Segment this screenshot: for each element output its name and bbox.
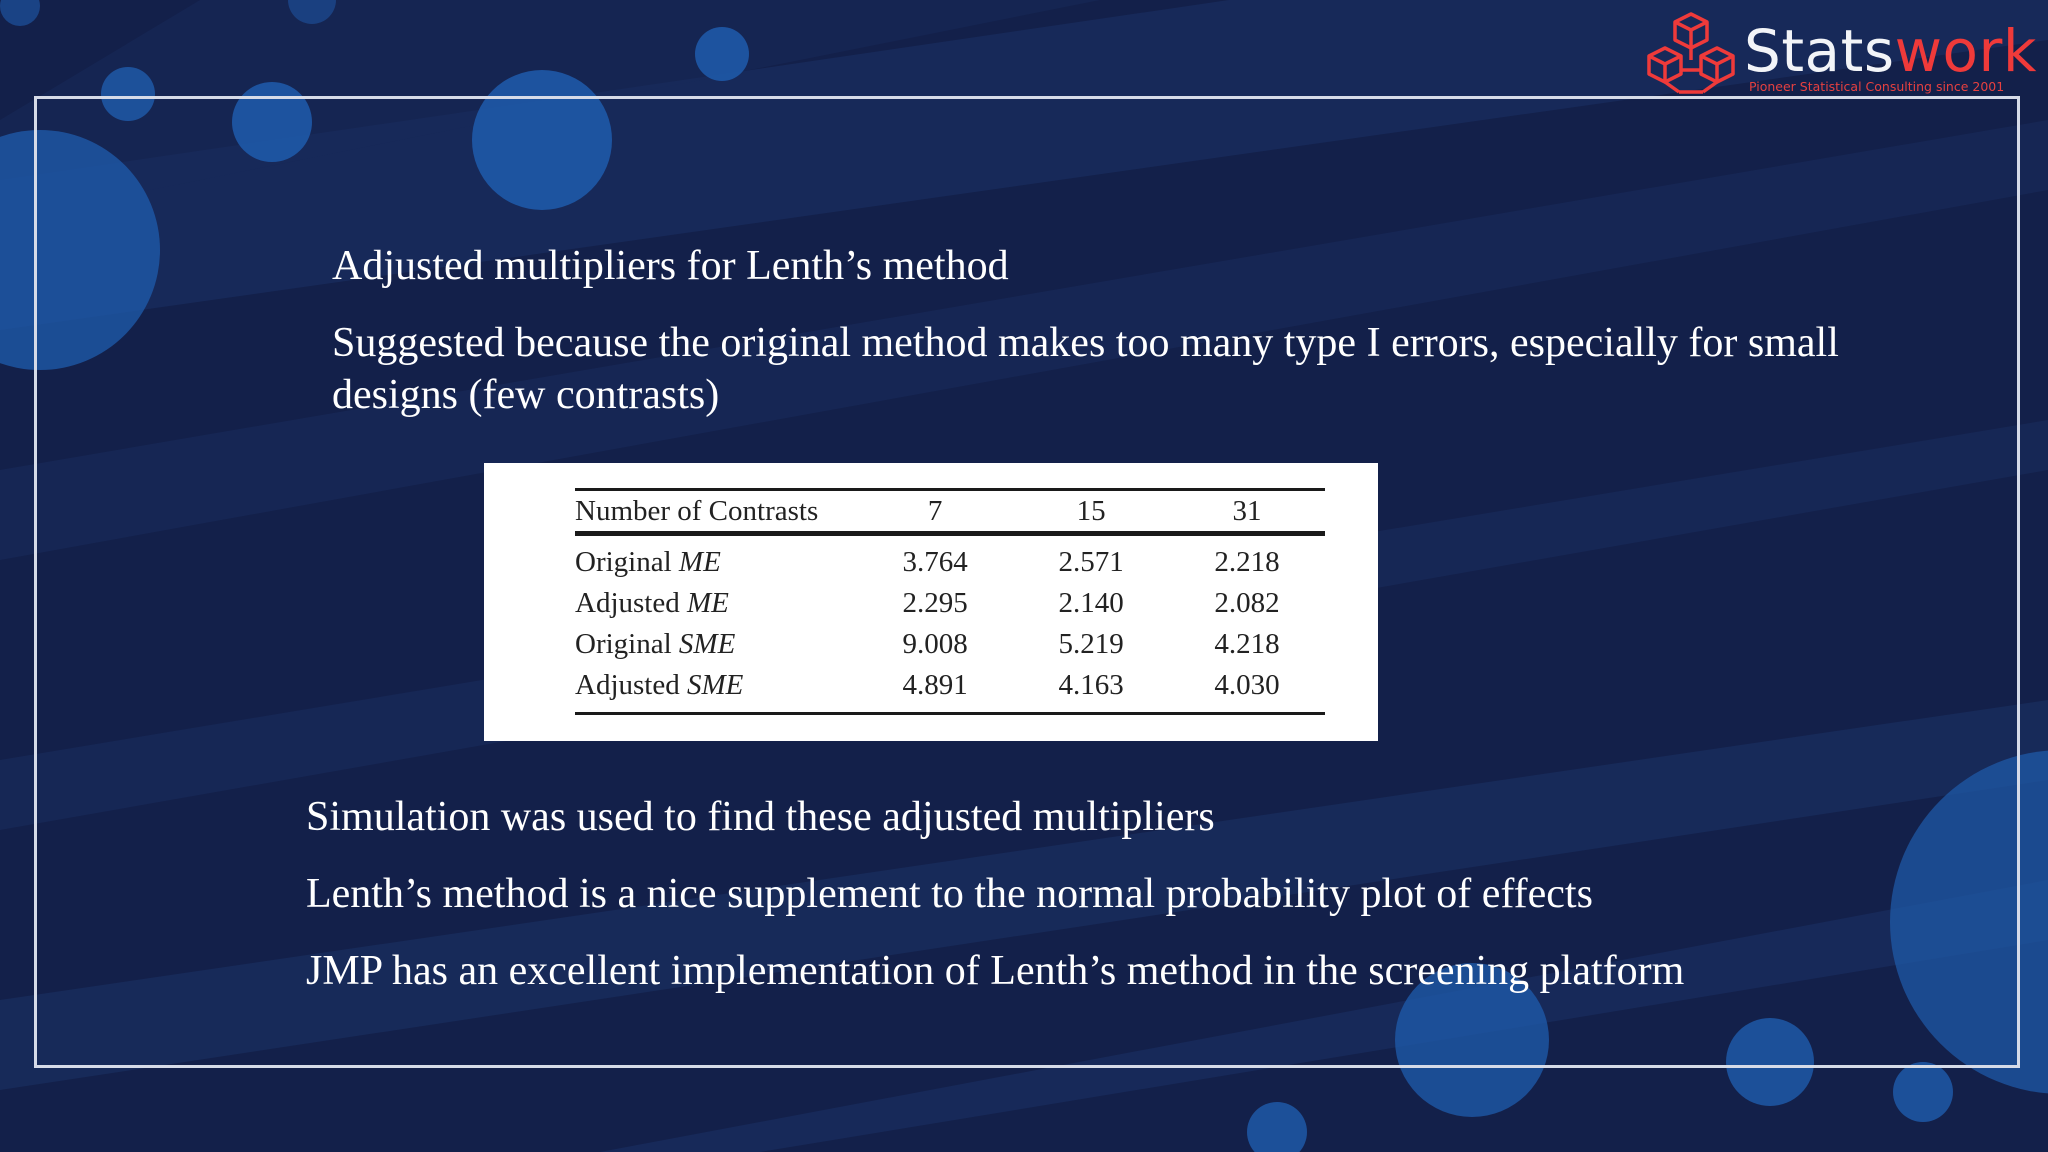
slide-reason-text: Suggested because the original method makes too many type I errors, especially for small designs (few contrasts) [332, 320, 1839, 418]
bullet-text-simulation: Simulation was used to find these adjusted multipliers [306, 794, 1215, 840]
logo-tagline: Pioneer Statistical Consulting since 2001 [1749, 79, 2005, 94]
table-header-cell: 15 [1076, 494, 1106, 527]
logo-wordmark-work: work [1894, 17, 2037, 85]
table-cell: 4.891 [902, 669, 968, 701]
logo-wordmark [1744, 16, 2037, 86]
statswork-logo [1645, 10, 2035, 96]
table-cell: 4.030 [1214, 669, 1280, 701]
row-label [575, 534, 857, 584]
row-label-prefix: Original [575, 546, 679, 578]
table-cell: 5.219 [1058, 628, 1124, 660]
table-row [575, 624, 1325, 665]
row-label [575, 583, 857, 624]
table-cell: 2.082 [1214, 587, 1280, 619]
table-header-cell: Number of Contrasts [575, 494, 819, 527]
multipliers-table [575, 488, 1325, 715]
row-label [575, 624, 857, 665]
multipliers-table-panel [484, 463, 1378, 741]
table-cell: 2.140 [1058, 587, 1124, 619]
row-label-prefix: Original [575, 628, 679, 660]
row-label-italic: ME [686, 587, 729, 619]
table-cell: 2.218 [1214, 546, 1280, 578]
table-cell: 3.764 [902, 546, 968, 578]
row-label-italic: SME [686, 669, 744, 701]
row-label-prefix: Adjusted [575, 587, 687, 619]
bullet-text-supplement: Lenth’s method is a nice supplement to the normal probability plot of effects [306, 871, 1593, 917]
table-cell: 9.008 [902, 628, 968, 660]
table-cell: 2.295 [902, 587, 968, 619]
logo-wordmark-stats: Stats [1744, 17, 1895, 85]
table-cell: 4.218 [1214, 628, 1280, 660]
row-label-italic: ME [678, 546, 721, 578]
table-row [575, 534, 1325, 584]
table-header-cell: 31 [1232, 494, 1262, 527]
row-label [575, 665, 857, 714]
table-row [575, 583, 1325, 624]
cubes-logo-icon [1645, 10, 1737, 96]
table-header-cell: 7 [927, 494, 943, 527]
row-label-italic: SME [678, 628, 736, 660]
table-header-row [575, 490, 1325, 534]
row-label-prefix: Adjusted [575, 669, 687, 701]
table-cell: 4.163 [1058, 669, 1124, 701]
table-row [575, 665, 1325, 714]
bullet-text-jmp: JMP has an excellent implementation of Lenth’s method in the screening platform [306, 948, 1685, 994]
table-cell: 2.571 [1058, 546, 1124, 578]
slide-heading: Adjusted multipliers for Lenth’s method [332, 243, 1009, 289]
